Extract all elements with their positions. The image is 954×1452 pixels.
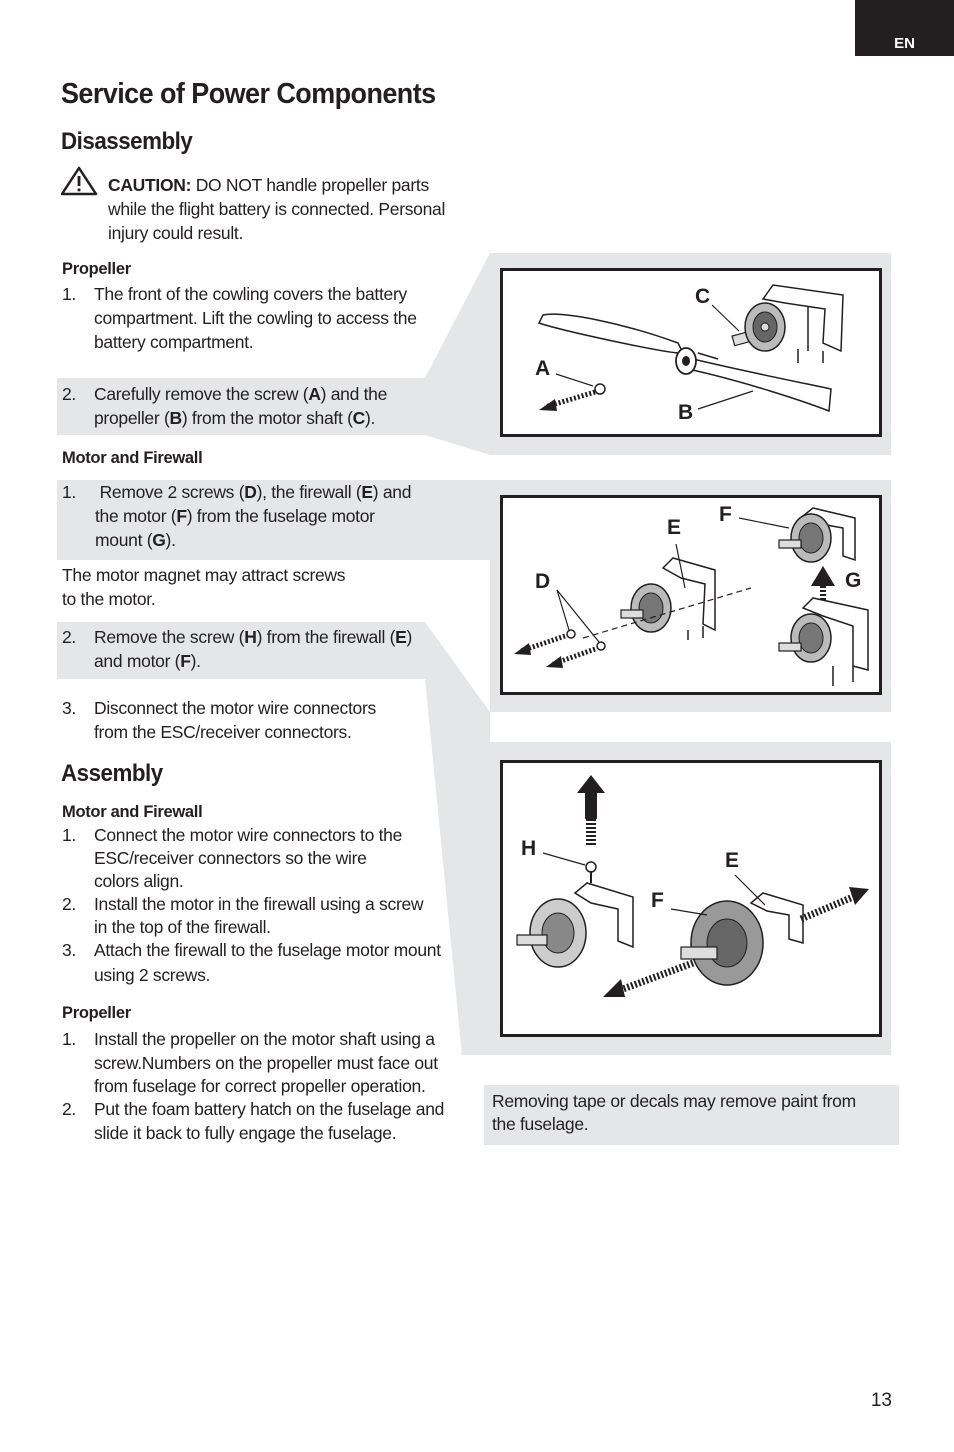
label-a: A xyxy=(535,357,551,380)
label-h: H xyxy=(521,837,537,860)
label-f: F xyxy=(651,889,664,912)
label-e: E xyxy=(725,849,740,872)
assembly-motor-steps xyxy=(62,824,462,987)
label-g: G xyxy=(845,569,862,592)
label-b: B xyxy=(678,401,694,424)
disassembly-propeller-heading: Propeller xyxy=(62,260,131,278)
language-tab: EN xyxy=(855,0,954,56)
assembly-propeller-step-1: 1. Install the propeller on the motor shaft using a screw.Numbers on the propeller must face out from fuselage for correct propeller operation. xyxy=(62,1029,438,1096)
caution-text: CAUTION: DO NOT handle propeller parts while the flight battery is connected. Personal injury could result. xyxy=(108,175,446,243)
assembly-heading: Assembly xyxy=(61,760,163,787)
assembly-propeller-heading: Propeller xyxy=(62,1004,131,1022)
label-d: D xyxy=(535,570,551,593)
disassembly-heading: Disassembly xyxy=(61,128,193,155)
assembly-motor-step-3: 3. Attach the firewall to the fuselage motor mount using 2 screws. xyxy=(62,940,441,985)
figure-3-motor-separation xyxy=(500,760,882,1037)
assembly-motor-step-2: 2. Install the motor in the firewall using a screw in the top of the firewall. xyxy=(62,894,424,937)
motor-magnet-note: The motor magnet may attract screws to the motor. xyxy=(62,565,346,609)
figure-1-propeller-removal xyxy=(500,268,882,437)
motor-separation-illustration xyxy=(503,763,879,1034)
tape-note: Removing tape or decals may remove paint from the fuselage. xyxy=(484,1085,899,1145)
assembly-propeller-step-2: 2. Put the foam battery hatch on the fuselage and slide it back to fully engage the fuselage. xyxy=(62,1099,445,1143)
disassembly-motor-heading: Motor and Firewall xyxy=(62,449,203,467)
disassembly-motor-step-1: 1. Remove 2 screws (D), the firewall (E) and the motor (F) from the fuselage motor mount (G). xyxy=(62,482,412,550)
caution-label: CAUTION: xyxy=(108,175,192,195)
disassembly-motor-step-3: 3. Disconnect the motor wire connectors from the ESC/receiver connectors. xyxy=(62,698,376,742)
disassembly-motor-step-2: 2. Remove the screw (H) from the firewall (E) and motor (F). xyxy=(62,627,413,671)
firewall-illustration xyxy=(503,498,879,692)
disassembly-propeller-step-2: 2. Carefully remove the screw (A) and the propeller (B) from the motor shaft (C). xyxy=(62,384,388,428)
figure-2-firewall-removal xyxy=(500,495,882,695)
page-number: 13 xyxy=(870,1390,892,1411)
assembly-motor-heading: Motor and Firewall xyxy=(62,803,203,821)
label-f: F xyxy=(719,503,732,526)
disassembly-propeller-step-1: 1. The front of the cowling covers the battery compartment. Lift the cowling to access the battery compartment. xyxy=(62,284,417,352)
assembly-motor-step-1: 1. Connect the motor wire connectors to the ESC/receiver connectors so the wire colors align. xyxy=(62,825,403,891)
page-title: Service of Power Components xyxy=(61,78,436,110)
assembly-propeller-steps xyxy=(62,1027,462,1145)
label-e: E xyxy=(667,516,682,539)
label-c: C xyxy=(695,285,711,308)
